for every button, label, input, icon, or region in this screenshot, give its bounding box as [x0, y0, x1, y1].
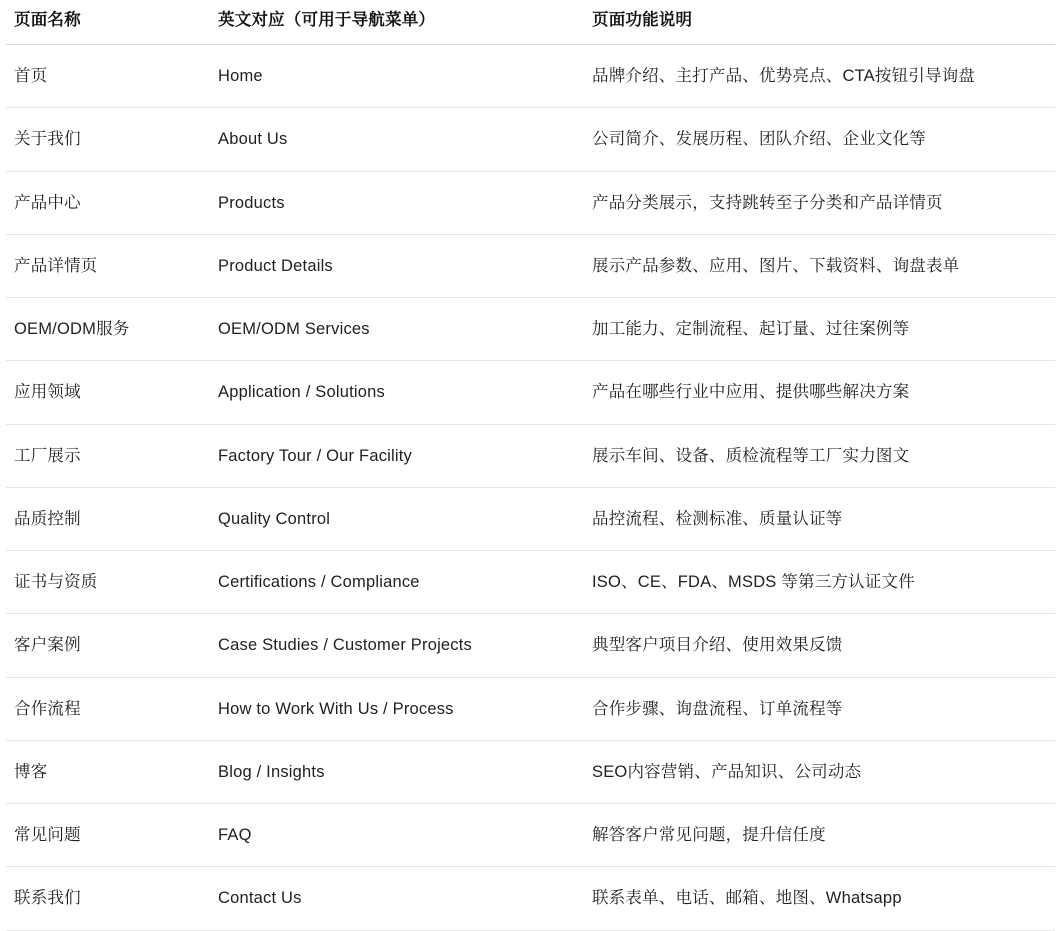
cell-page-name: 博客 — [6, 740, 210, 803]
table-header — [6, 0, 1055, 45]
cell-page-function: 展示产品参数、应用、图片、下载资料、询盘表单 — [584, 234, 1055, 297]
cell-english-name: Blog / Insights — [210, 740, 584, 803]
cell-page-function: 品控流程、检测标准、质量认证等 — [584, 487, 1055, 550]
table-row — [6, 614, 1055, 677]
cell-page-function: 解答客户常见问题，提升信任度 — [584, 804, 1055, 867]
table-row — [6, 804, 1055, 867]
cell-page-function: SEO内容营销、产品知识、公司动态 — [584, 740, 1055, 803]
cell-page-function: 合作步骤、询盘流程、订单流程等 — [584, 677, 1055, 740]
cell-english-name: Factory Tour / Our Facility — [210, 424, 584, 487]
cell-page-function: 公司简介、发展历程、团队介绍、企业文化等 — [584, 108, 1055, 171]
cell-page-name: 工厂展示 — [6, 424, 210, 487]
table-body — [6, 45, 1055, 931]
table-row — [6, 867, 1055, 930]
column-header-page-function: 页面功能说明 — [584, 0, 1055, 45]
table-row — [6, 361, 1055, 424]
table-row — [6, 677, 1055, 740]
cell-page-function: 品牌介绍、主打产品、优势亮点、CTA按钮引导询盘 — [584, 45, 1055, 108]
cell-page-name: 产品中心 — [6, 171, 210, 234]
table-row — [6, 234, 1055, 297]
cell-english-name: Home — [210, 45, 584, 108]
cell-english-name: Product Details — [210, 234, 584, 297]
cell-english-name: Contact Us — [210, 867, 584, 930]
cell-page-name: 首页 — [6, 45, 210, 108]
cell-page-name: OEM/ODM服务 — [6, 298, 210, 361]
cell-english-name: OEM/ODM Services — [210, 298, 584, 361]
cell-page-function: 展示车间、设备、质检流程等工厂实力图文 — [584, 424, 1055, 487]
table-row — [6, 551, 1055, 614]
cell-english-name: Certifications / Compliance — [210, 551, 584, 614]
cell-page-function: 加工能力、定制流程、起订量、过往案例等 — [584, 298, 1055, 361]
column-header-page-name: 页面名称 — [6, 0, 210, 45]
table-row — [6, 45, 1055, 108]
cell-english-name: Products — [210, 171, 584, 234]
cell-page-name: 产品详情页 — [6, 234, 210, 297]
cell-page-name: 常见问题 — [6, 804, 210, 867]
cell-english-name: How to Work With Us / Process — [210, 677, 584, 740]
cell-page-name: 关于我们 — [6, 108, 210, 171]
cell-english-name: Application / Solutions — [210, 361, 584, 424]
table-row — [6, 298, 1055, 361]
cell-page-name: 联系我们 — [6, 867, 210, 930]
table-row — [6, 740, 1055, 803]
cell-english-name: Case Studies / Customer Projects — [210, 614, 584, 677]
site-pages-table — [6, 0, 1055, 931]
cell-page-name: 应用领域 — [6, 361, 210, 424]
cell-page-name: 客户案例 — [6, 614, 210, 677]
column-header-english-name: 英文对应（可用于导航菜单） — [210, 0, 584, 45]
cell-english-name: Quality Control — [210, 487, 584, 550]
table-row — [6, 171, 1055, 234]
cell-page-function: ISO、CE、FDA、MSDS 等第三方认证文件 — [584, 551, 1055, 614]
cell-page-function: 典型客户项目介绍、使用效果反馈 — [584, 614, 1055, 677]
table-row — [6, 487, 1055, 550]
cell-page-name: 合作流程 — [6, 677, 210, 740]
table-row — [6, 424, 1055, 487]
cell-page-function: 联系表单、电话、邮箱、地图、Whatsapp — [584, 867, 1055, 930]
cell-page-function: 产品在哪些行业中应用、提供哪些解决方案 — [584, 361, 1055, 424]
cell-page-function: 产品分类展示，支持跳转至子分类和产品详情页 — [584, 171, 1055, 234]
cell-page-name: 品质控制 — [6, 487, 210, 550]
table-row — [6, 108, 1055, 171]
cell-english-name: About Us — [210, 108, 584, 171]
cell-english-name: FAQ — [210, 804, 584, 867]
cell-page-name: 证书与资质 — [6, 551, 210, 614]
table-header-row — [6, 0, 1055, 45]
